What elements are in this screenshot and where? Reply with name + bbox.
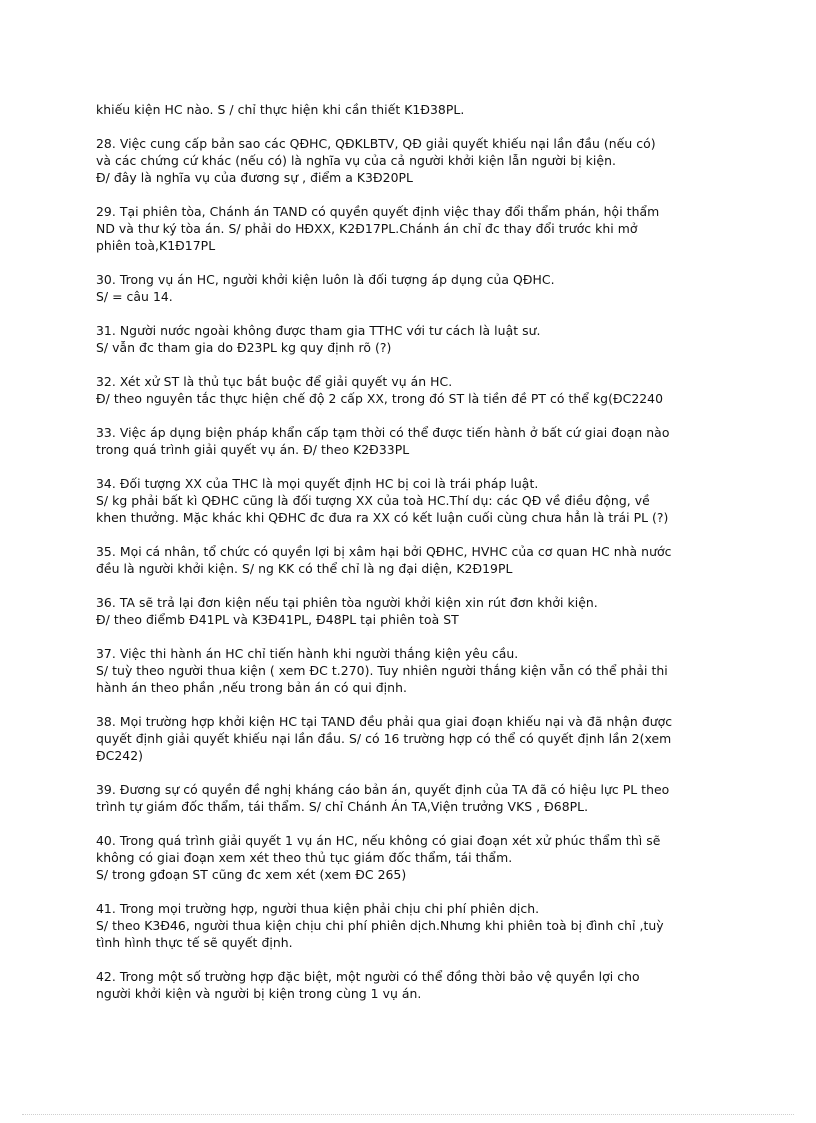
text-line: khen thưởng. Mặc khác khi QĐHC đc đưa ra XX có kết luận cuối cùng chưa hẳn là trái PL (?) [96,510,669,525]
text-line: 40. Trong quá trình giải quyết 1 vụ án HC, nếu không có giai đoạn xét xử phúc thẩm thì sẽ [96,833,661,848]
text-line: trong quá trình giải quyết vụ án. Đ/ theo K2Đ33PL [96,442,410,457]
page-bottom-divider [22,1114,794,1115]
text-line: 41. Trong mọi trường hợp, người thua kiện phải chịu chi phí phiên dịch. [96,901,540,916]
paragraph [96,781,736,815]
paragraph [96,543,736,577]
text-line: Đ/ đây là nghĩa vụ của đương sự , điểm a K3Đ20PL [96,170,413,185]
text-line: 28. Việc cung cấp bản sao các QĐHC, QĐKLBTV, QĐ giải quyết khiếu nại lần đầu (nếu có) [96,136,656,151]
text-line: 42. Trong một số trường hợp đặc biệt, một người có thể đồng thời bảo vệ quyền lợi cho [96,969,640,984]
paragraph [96,594,736,628]
paragraph [96,271,736,305]
text-line: và các chứng cứ khác (nếu có) là nghĩa vụ của cả người khởi kiện lẫn người bị kiện. [96,153,616,168]
text-line: 33. Việc áp dụng biện pháp khẩn cấp tạm thời có thể được tiến hành ở bất cứ giai đoạn nào [96,425,670,440]
paragraph [96,203,736,254]
text-line: trình tự giám đốc thẩm, tái thẩm. S/ chỉ Chánh Án TA,Viện trưởng VKS , Đ68PL. [96,799,589,814]
paragraph [96,424,736,458]
text-line: phiên toà,K1Đ17PL [96,238,216,253]
text-line: 38. Mọi trường hợp khởi kiện HC tại TAND đều phải qua giai đoạn khiếu nại và đã nhận được [96,714,673,729]
text-line: không có giai đoạn xem xét theo thủ tục giám đốc thẩm, tái thẩm. [96,850,513,865]
text-line: 37. Việc thi hành án HC chỉ tiến hành khi người thắng kiện yêu cầu. [96,646,519,661]
text-line: ĐC242) [96,748,144,763]
paragraph [96,373,736,407]
paragraph [96,832,736,883]
document-body [96,101,736,1019]
paragraph [96,135,736,186]
text-line: S/ trong gđoạn ST cũng đc xem xét (xem ĐC 265) [96,867,407,882]
text-line: 34. Đối tượng XX của THC là mọi quyết định HC bị coi là trái pháp luật. [96,476,539,491]
text-line: S/ vẫn đc tham gia do Đ23PL kg quy định rõ (?) [96,340,392,355]
text-line: 39. Đương sự có quyền đề nghị kháng cáo bản án, quyết định của TA đã có hiệu lực PL theo [96,782,670,797]
text-line: quyết định giải quyết khiếu nại lần đầu. S/ có 16 trường hợp có thể có quyết định lần 2(xem [96,731,672,746]
text-line: người khởi kiện và người bị kiện trong cùng 1 vụ án. [96,986,422,1001]
text-line: S/ kg phải bất kì QĐHC cũng là đối tượng XX của toà HC.Thí dụ: các QĐ về điều động, về [96,493,650,508]
text-line: S/ = câu 14. [96,289,173,304]
text-line: khiếu kiện HC nào. S / chỉ thực hiện khi cần thiết K1Đ38PL. [96,102,465,117]
text-line: S/ theo K3Đ46, người thua kiện chịu chi phí phiên dịch.Nhưng khi phiên toà bị đình chỉ ,tuỳ [96,918,664,933]
text-line: 29. Tại phiên tòa, Chánh án TAND có quyền quyết định việc thay đổi thẩm phán, hội thẩm [96,204,660,219]
paragraph [96,645,736,696]
paragraph [96,900,736,951]
paragraph [96,475,736,526]
text-line: Đ/ theo nguyên tắc thực hiện chế độ 2 cấp XX, trong đó ST là tiền đề PT có thể kg(ĐC2240 [96,391,664,406]
text-line: đều là người khởi kiện. S/ ng KK có thể chỉ là ng đại diện, K2Đ19PL [96,561,513,576]
text-line: Đ/ theo điểmb Đ41PL và K3Đ41PL, Đ48PL tại phiên toà ST [96,612,459,627]
paragraph [96,713,736,764]
text-line: 32. Xét xử ST là thủ tục bắt buộc để giải quyết vụ án HC. [96,374,453,389]
text-line: hành án theo phần ,nếu trong bản án có qui định. [96,680,407,695]
text-line: 30. Trong vụ án HC, người khởi kiện luôn là đối tượng áp dụng của QĐHC. [96,272,555,287]
text-line: tình hình thực tế sẽ quyết định. [96,935,293,950]
paragraph [96,322,736,356]
paragraph [96,101,736,118]
paragraph [96,968,736,1002]
text-line: 36. TA sẽ trả lại đơn kiện nếu tại phiên tòa người khởi kiện xin rút đơn khởi kiện. [96,595,598,610]
text-line: S/ tuỳ theo người thua kiện ( xem ĐC t.270). Tuy nhiên người thắng kiện vẫn có thể phải thi [96,663,668,678]
text-line: 35. Mọi cá nhân, tổ chức có quyền lợi bị xâm hại bởi QĐHC, HVHC của cơ quan HC nhà nước [96,544,672,559]
text-line: 31. Người nước ngoài không được tham gia TTHC với tư cách là luật sư. [96,323,541,338]
text-line: ND và thư ký tòa án. S/ phải do HĐXX, K2Đ17PL.Chánh án chỉ đc thay đổi trước khi mở [96,221,638,236]
